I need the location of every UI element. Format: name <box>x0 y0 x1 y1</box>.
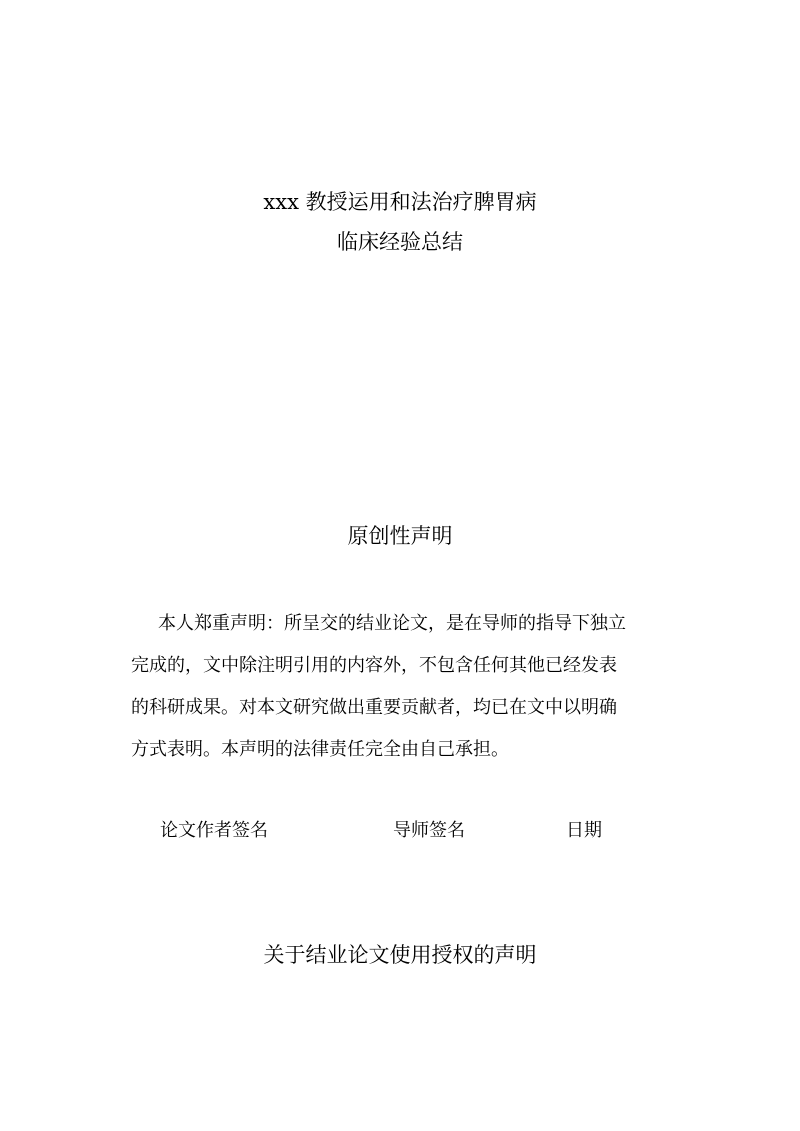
statement-line: 的科研成果。对本文研究做出重要贡献者，均已在文中以明确 <box>131 697 617 718</box>
document-title-line-2: 临床经验总结 <box>337 230 463 254</box>
signature-row <box>0 817 800 845</box>
originality-statement-body <box>131 603 683 771</box>
authorization-statement-heading: 关于结业论文使用授权的声明 <box>263 943 537 967</box>
advisor-signature-label: 导师签名 <box>393 820 465 841</box>
statement-line: 方式表明。本声明的法律责任完全由自己承担。 <box>131 739 509 760</box>
originality-statement-heading: 原创性声明 <box>347 524 453 548</box>
statement-line: 完成的，文中除注明引用的内容外，不包含任何其他已经发表 <box>131 655 617 676</box>
statement-line: 本人郑重声明：所呈交的结业论文，是在导师的指导下独立 <box>158 613 626 634</box>
document-title-line-1: xxx 教授运用和法治疗脾胃病 <box>263 190 537 214</box>
date-label: 日期 <box>566 820 602 841</box>
author-signature-label: 论文作者签名 <box>160 820 268 841</box>
